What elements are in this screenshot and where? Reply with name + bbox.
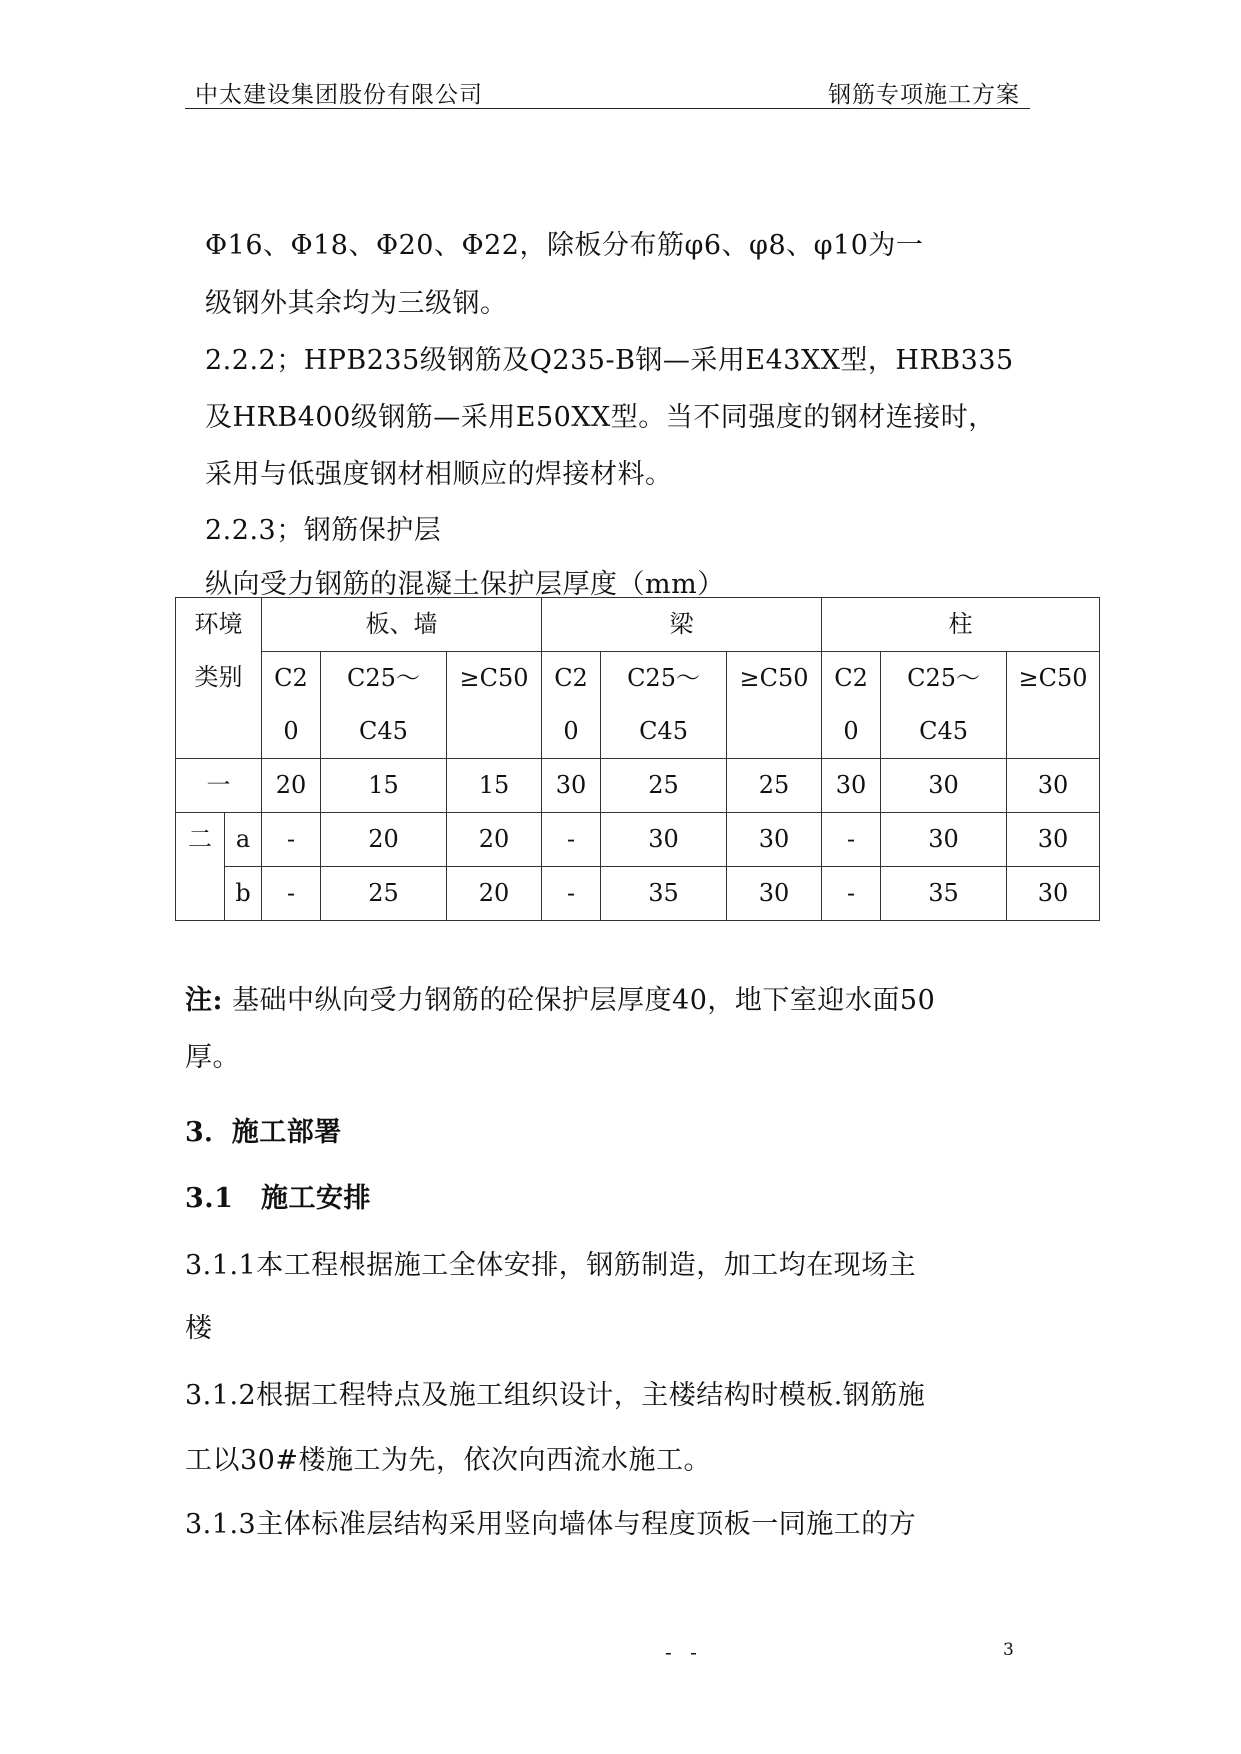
table-cell: 25 xyxy=(321,867,447,921)
table-cell: 30 xyxy=(1007,867,1100,921)
table-header-cell xyxy=(321,652,447,759)
table-cell: 20 xyxy=(447,867,542,921)
table-cell: - xyxy=(822,813,881,867)
paragraph-line: 2.2.2；HPB235级钢筋及Q235-B钢—采用E43XX型，HRB335 xyxy=(205,345,1014,376)
table-cell: - xyxy=(542,867,601,921)
env-label: 环境 xyxy=(194,610,243,638)
grade-label: 0 xyxy=(563,717,579,745)
paragraph-line: 3.1.1本工程根据施工全体安排，钢筋制造，加工均在现场主 xyxy=(185,1250,917,1281)
table-row xyxy=(176,813,1100,867)
table-cell: 30 xyxy=(881,813,1007,867)
grade-label: 0 xyxy=(843,717,859,745)
table-header-cell xyxy=(881,652,1007,759)
page-number: 3 xyxy=(1003,1640,1014,1660)
table-cell: 30 xyxy=(822,759,881,813)
table-cell: - xyxy=(262,813,321,867)
table-header-cell xyxy=(262,652,321,759)
table-cell: 25 xyxy=(727,759,822,813)
row-label: 一 xyxy=(176,759,262,813)
grade-label: C25～ xyxy=(907,664,980,692)
table-header-cell: 柱 xyxy=(822,598,1100,652)
paragraph-line: 3.1.2根据工程特点及施工组织设计，主楼结构时模板.钢筋施 xyxy=(185,1380,926,1411)
table-header-cell xyxy=(176,598,262,759)
table-header-cell xyxy=(727,652,822,759)
grade-label: ≥C50 xyxy=(1018,664,1088,692)
table-row xyxy=(176,759,1100,813)
grade-label: 0 xyxy=(283,717,299,745)
paragraph-line: 及HRB400级钢筋—采用E50XX型。当不同强度的钢材连接时， xyxy=(205,402,996,433)
table-header-cell xyxy=(601,652,727,759)
note-label: 注: xyxy=(185,985,223,1016)
table-header-cell xyxy=(822,652,881,759)
grade-label: C2 xyxy=(554,664,588,692)
table-header-cell: 梁 xyxy=(542,598,822,652)
table-cell: 20 xyxy=(262,759,321,813)
row-sublabel: a xyxy=(225,813,262,867)
table-header-cell: 板、墙 xyxy=(262,598,542,652)
grade-label: C2 xyxy=(274,664,308,692)
grade-label: C2 xyxy=(834,664,868,692)
document-title: 钢筋专项施工方案 xyxy=(828,82,1020,108)
table-cell: 30 xyxy=(542,759,601,813)
row-sublabel: b xyxy=(225,867,262,921)
table-header-cell xyxy=(447,652,542,759)
note-text: 基础中纵向受力钢筋的砼保护层厚度40，地下室迎水面50 xyxy=(232,985,936,1016)
note-line xyxy=(185,978,935,1017)
row-label: 二 xyxy=(176,813,225,921)
env-label: 类别 xyxy=(194,663,243,691)
grade-label: C25～ xyxy=(627,664,700,692)
table-cell: - xyxy=(542,813,601,867)
subsection-heading: 3.1 施工安排 xyxy=(185,1183,371,1214)
table-cell: - xyxy=(262,867,321,921)
paragraph-line: 楼 xyxy=(185,1313,213,1344)
table-cell: 35 xyxy=(601,867,727,921)
section-heading-2-2-3: 2.2.3；钢筋保护层 xyxy=(205,515,442,546)
paragraph-line: 3.1.3主体标准层结构采用竖向墙体与程度顶板一同施工的方 xyxy=(185,1509,917,1540)
table-cell: 30 xyxy=(601,813,727,867)
table-cell: 15 xyxy=(321,759,447,813)
footer-dashes: - - xyxy=(665,1640,703,1664)
paragraph-line: 采用与低强度钢材相顺应的焊接材料。 xyxy=(205,459,673,490)
company-name: 中太建设集团股份有限公司 xyxy=(195,82,483,108)
paragraph-line: 工以30#楼施工为先，依次向西流水施工。 xyxy=(185,1445,711,1476)
table-cell: 30 xyxy=(1007,759,1100,813)
paragraph-line: 级钢外其余均为三级钢。 xyxy=(205,288,508,319)
table-cell: 35 xyxy=(881,867,1007,921)
note-line: 厚。 xyxy=(185,1042,240,1073)
grade-label: C45 xyxy=(359,717,408,745)
section-heading: 3．施工部署 xyxy=(185,1117,342,1148)
grade-label: ≥C50 xyxy=(459,664,529,692)
table-cell: 20 xyxy=(447,813,542,867)
grade-label: ≥C50 xyxy=(739,664,809,692)
table-row xyxy=(176,867,1100,921)
table-cell: 25 xyxy=(601,759,727,813)
table-cell: - xyxy=(822,867,881,921)
grade-label: C45 xyxy=(639,717,688,745)
grade-label: C45 xyxy=(919,717,968,745)
table-cell: 30 xyxy=(1007,813,1100,867)
table-cell: 15 xyxy=(447,759,542,813)
table-cell: 20 xyxy=(321,813,447,867)
cover-thickness-table xyxy=(175,597,1100,921)
table-row xyxy=(176,598,1100,652)
table-cell: 30 xyxy=(881,759,1007,813)
grade-label: C25～ xyxy=(347,664,420,692)
table-caption: 纵向受力钢筋的混凝土保护层厚度（mm） xyxy=(205,569,725,600)
table-cell: 30 xyxy=(727,813,822,867)
table-cell: 30 xyxy=(727,867,822,921)
page-header xyxy=(185,72,1030,109)
table-header-cell xyxy=(542,652,601,759)
paragraph-line: Φ16、Φ18、Φ20、Φ22，除板分布筋φ6、φ8、φ10为一 xyxy=(205,230,924,261)
table-header-cell xyxy=(1007,652,1100,759)
